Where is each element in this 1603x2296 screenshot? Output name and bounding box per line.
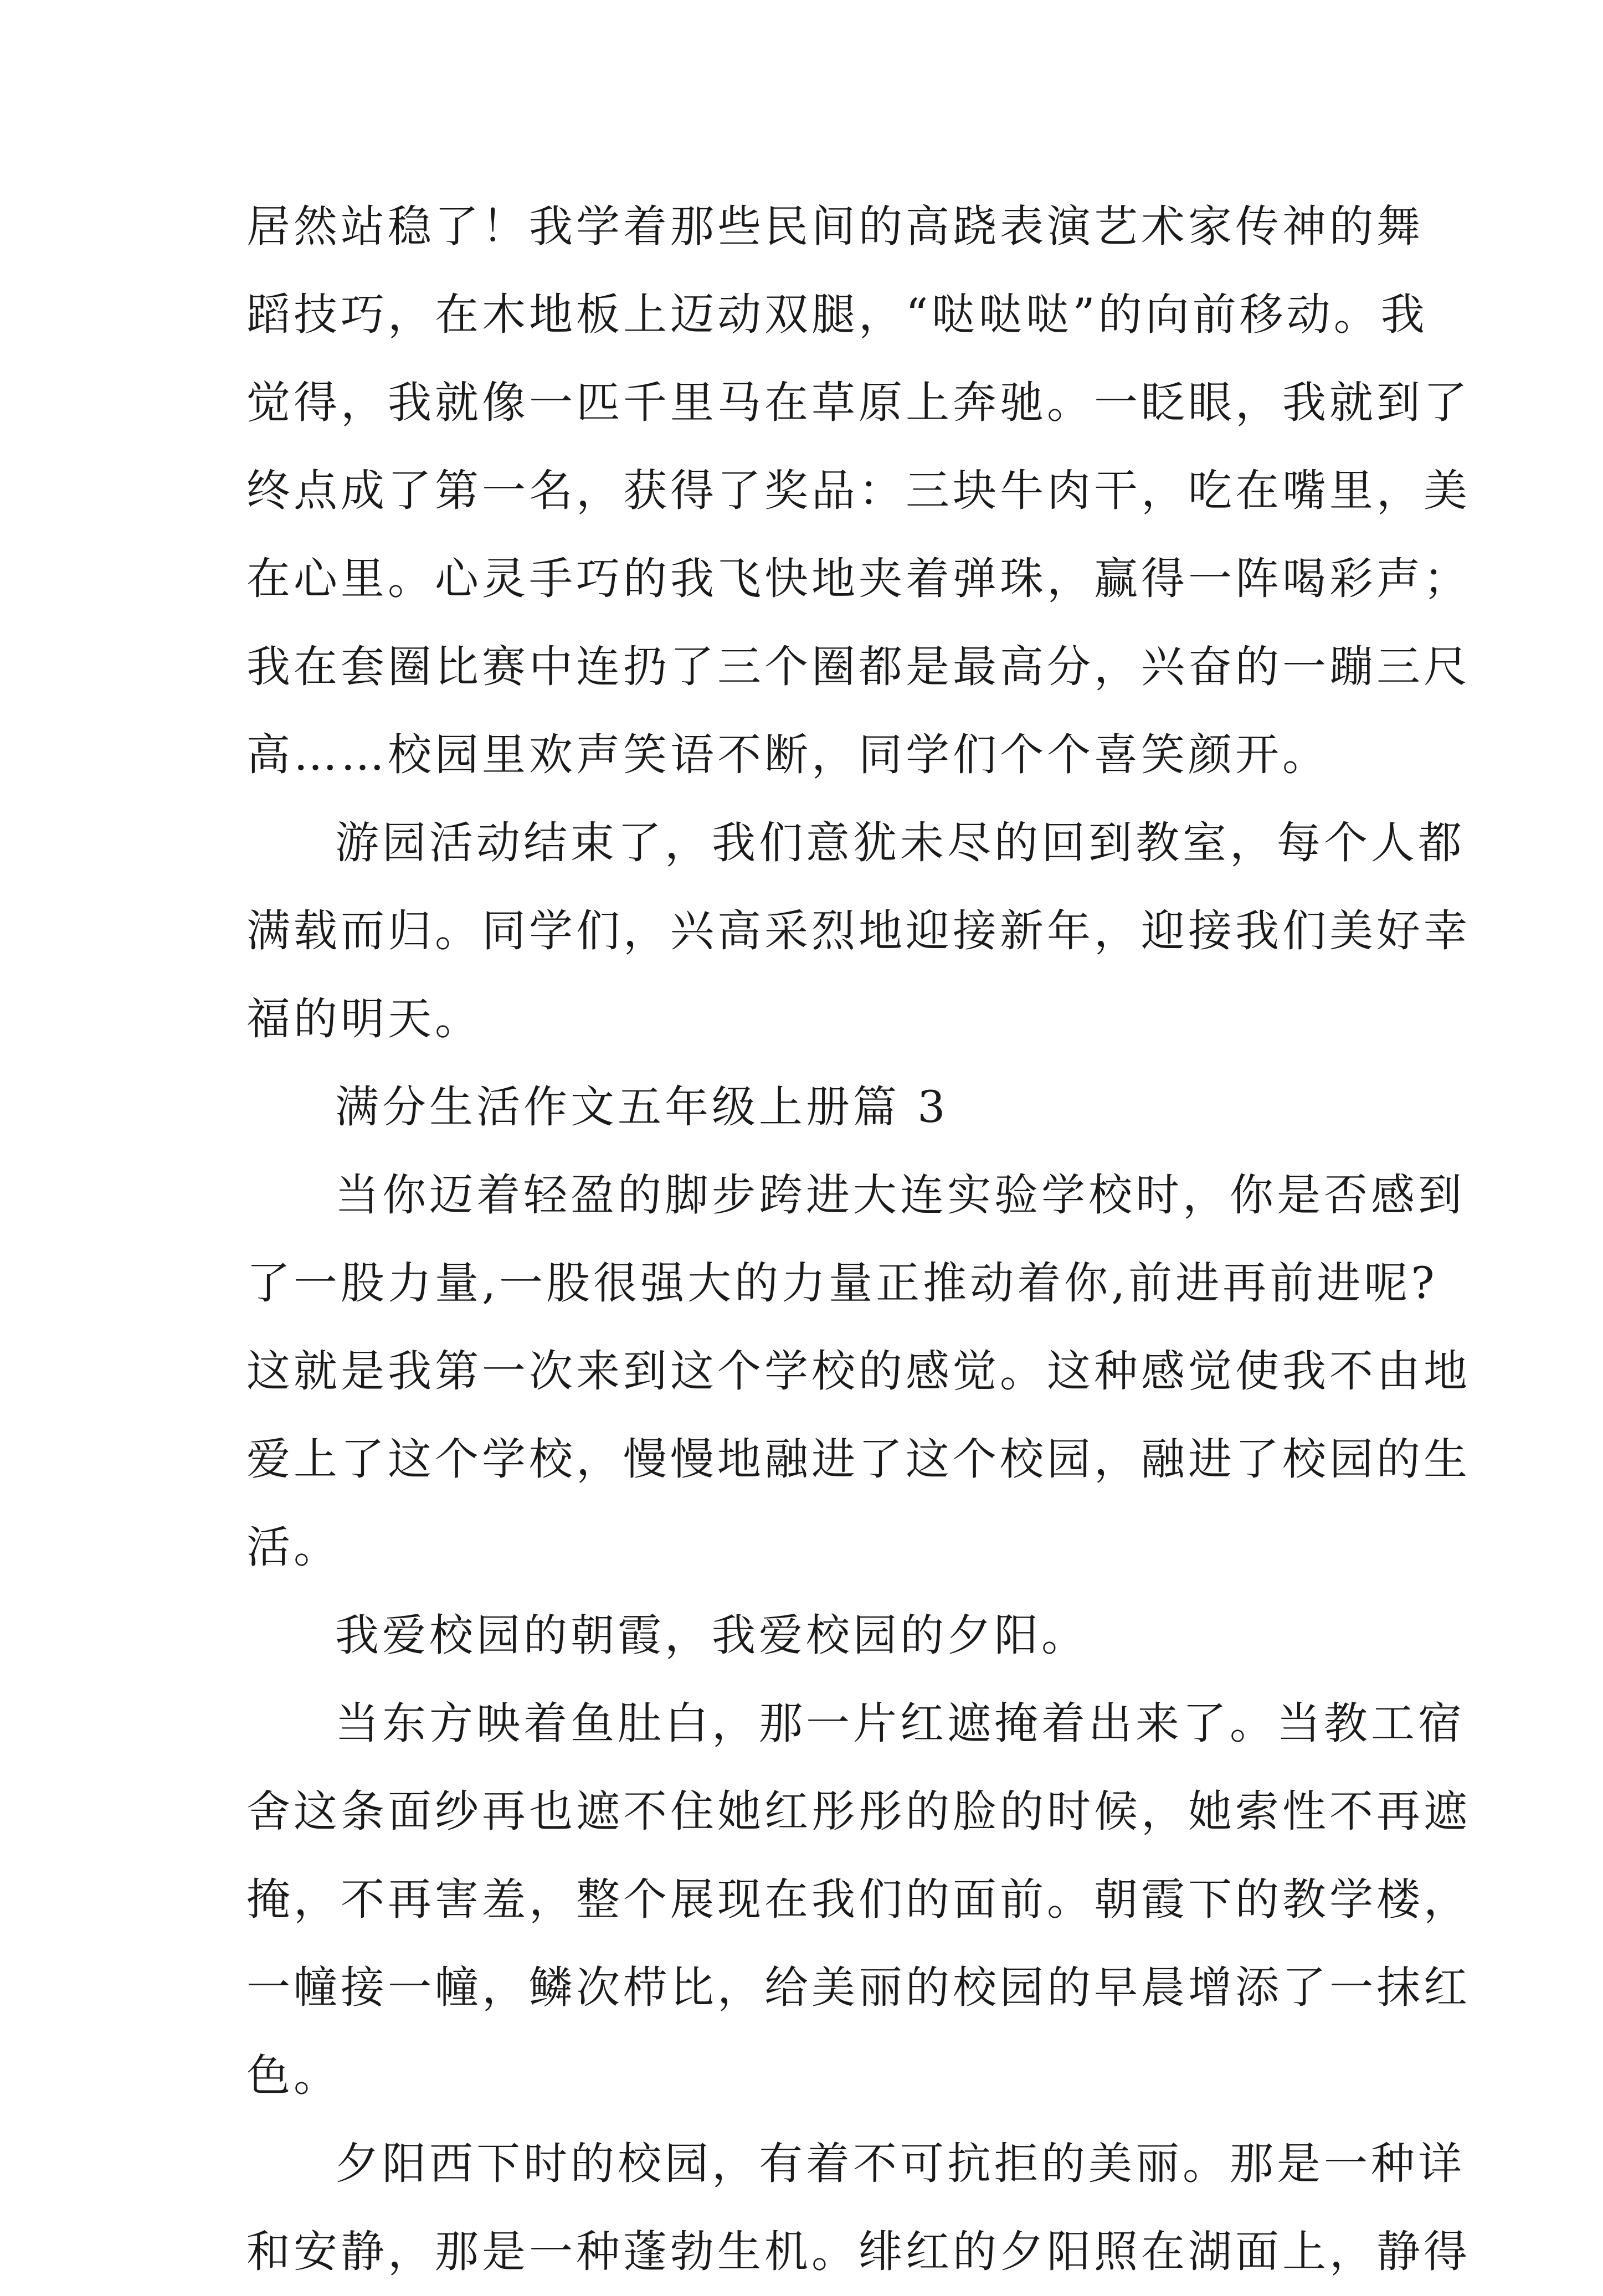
section-heading [246, 1063, 1365, 1151]
paragraph-3 [246, 1151, 1471, 1592]
text-line: 游园活动结束了，我们意犹未尽的回到教室，每个人都 [335, 817, 1465, 868]
paragraph-1 [246, 183, 1471, 799]
text-line: 觉得，我就像一匹千里马在草原上奔驰。一眨眼，我就到了 [246, 377, 1471, 428]
paragraph-5 [246, 1680, 1471, 2120]
text-line: 这就是我第一次来到这个学校的感觉。这种感觉使我不由地 [246, 1346, 1471, 1397]
paragraph-4 [246, 1592, 1365, 1680]
text-line: 我在套圈比赛中连扔了三个圈都是最高分，兴奋的一蹦三尺 [246, 641, 1471, 692]
text-line: 终点成了第一名，获得了奖品：三块牛肉干，吃在嘴里，美 [246, 465, 1471, 516]
text-line: 居然站稳了！我学着那些民间的高跷表演艺术家传神的舞 [246, 201, 1424, 252]
text-line: 在心里。心灵手巧的我飞快地夹着弹珠，赢得一阵喝彩声； [246, 553, 1471, 604]
text-line: 色。 [246, 2050, 341, 2101]
paragraph-2 [246, 799, 1471, 1063]
text-line: 我爱校园的朝霞，我爱校园的夕阳。 [335, 1610, 1088, 1661]
text-line: 高……校园里欢声笑语不断，同学们个个喜笑颜开。 [246, 729, 1329, 780]
text-line: 爱上了这个学校，慢慢地融进了这个校园，融进了校园的生 [246, 1434, 1471, 1485]
text-line: 一幢接一幢，鳞次栉比，给美丽的校园的早晨增添了一抹红 [246, 1962, 1471, 2013]
text-line: 掩，不再害羞，整个展现在我们的面前。朝霞下的教学楼， [246, 1874, 1471, 1925]
text-line: 和安静，那是一种蓬勃生机。绯红的夕阳照在湖面上，静得 [246, 2226, 1471, 2277]
text-line: 夕阳西下时的校园，有着不可抗拒的美丽。那是一种详 [335, 2138, 1465, 2189]
text-line: 当你迈着轻盈的脚步跨进大连实验学校时，你是否感到 [335, 1170, 1465, 1221]
text-line: 满载而归。同学们，兴高采烈地迎接新年，迎接我们美好幸 [246, 905, 1471, 956]
text-line: 当东方映着鱼肚白，那一片红遮掩着出来了。当教工宿 [335, 1698, 1465, 1749]
text-line: 福的明天。 [246, 993, 482, 1044]
document-body [246, 183, 1471, 2296]
text-line: 蹈技巧，在木地板上迈动双腿，“哒哒哒”的向前移动。我 [246, 289, 1428, 340]
text-line: 舍这条面纱再也遮不住她红彤彤的脸的时候，她索性不再遮 [246, 1786, 1471, 1837]
paragraph-6 [246, 2120, 1471, 2296]
text-line: 活。 [246, 1522, 341, 1573]
text-line: 了一股力量,一股很强大的力量正推动着你,前进再前进呢? [246, 1258, 1438, 1309]
section-heading-text: 满分生活作文五年级上册篇 3 [335, 1082, 949, 1132]
